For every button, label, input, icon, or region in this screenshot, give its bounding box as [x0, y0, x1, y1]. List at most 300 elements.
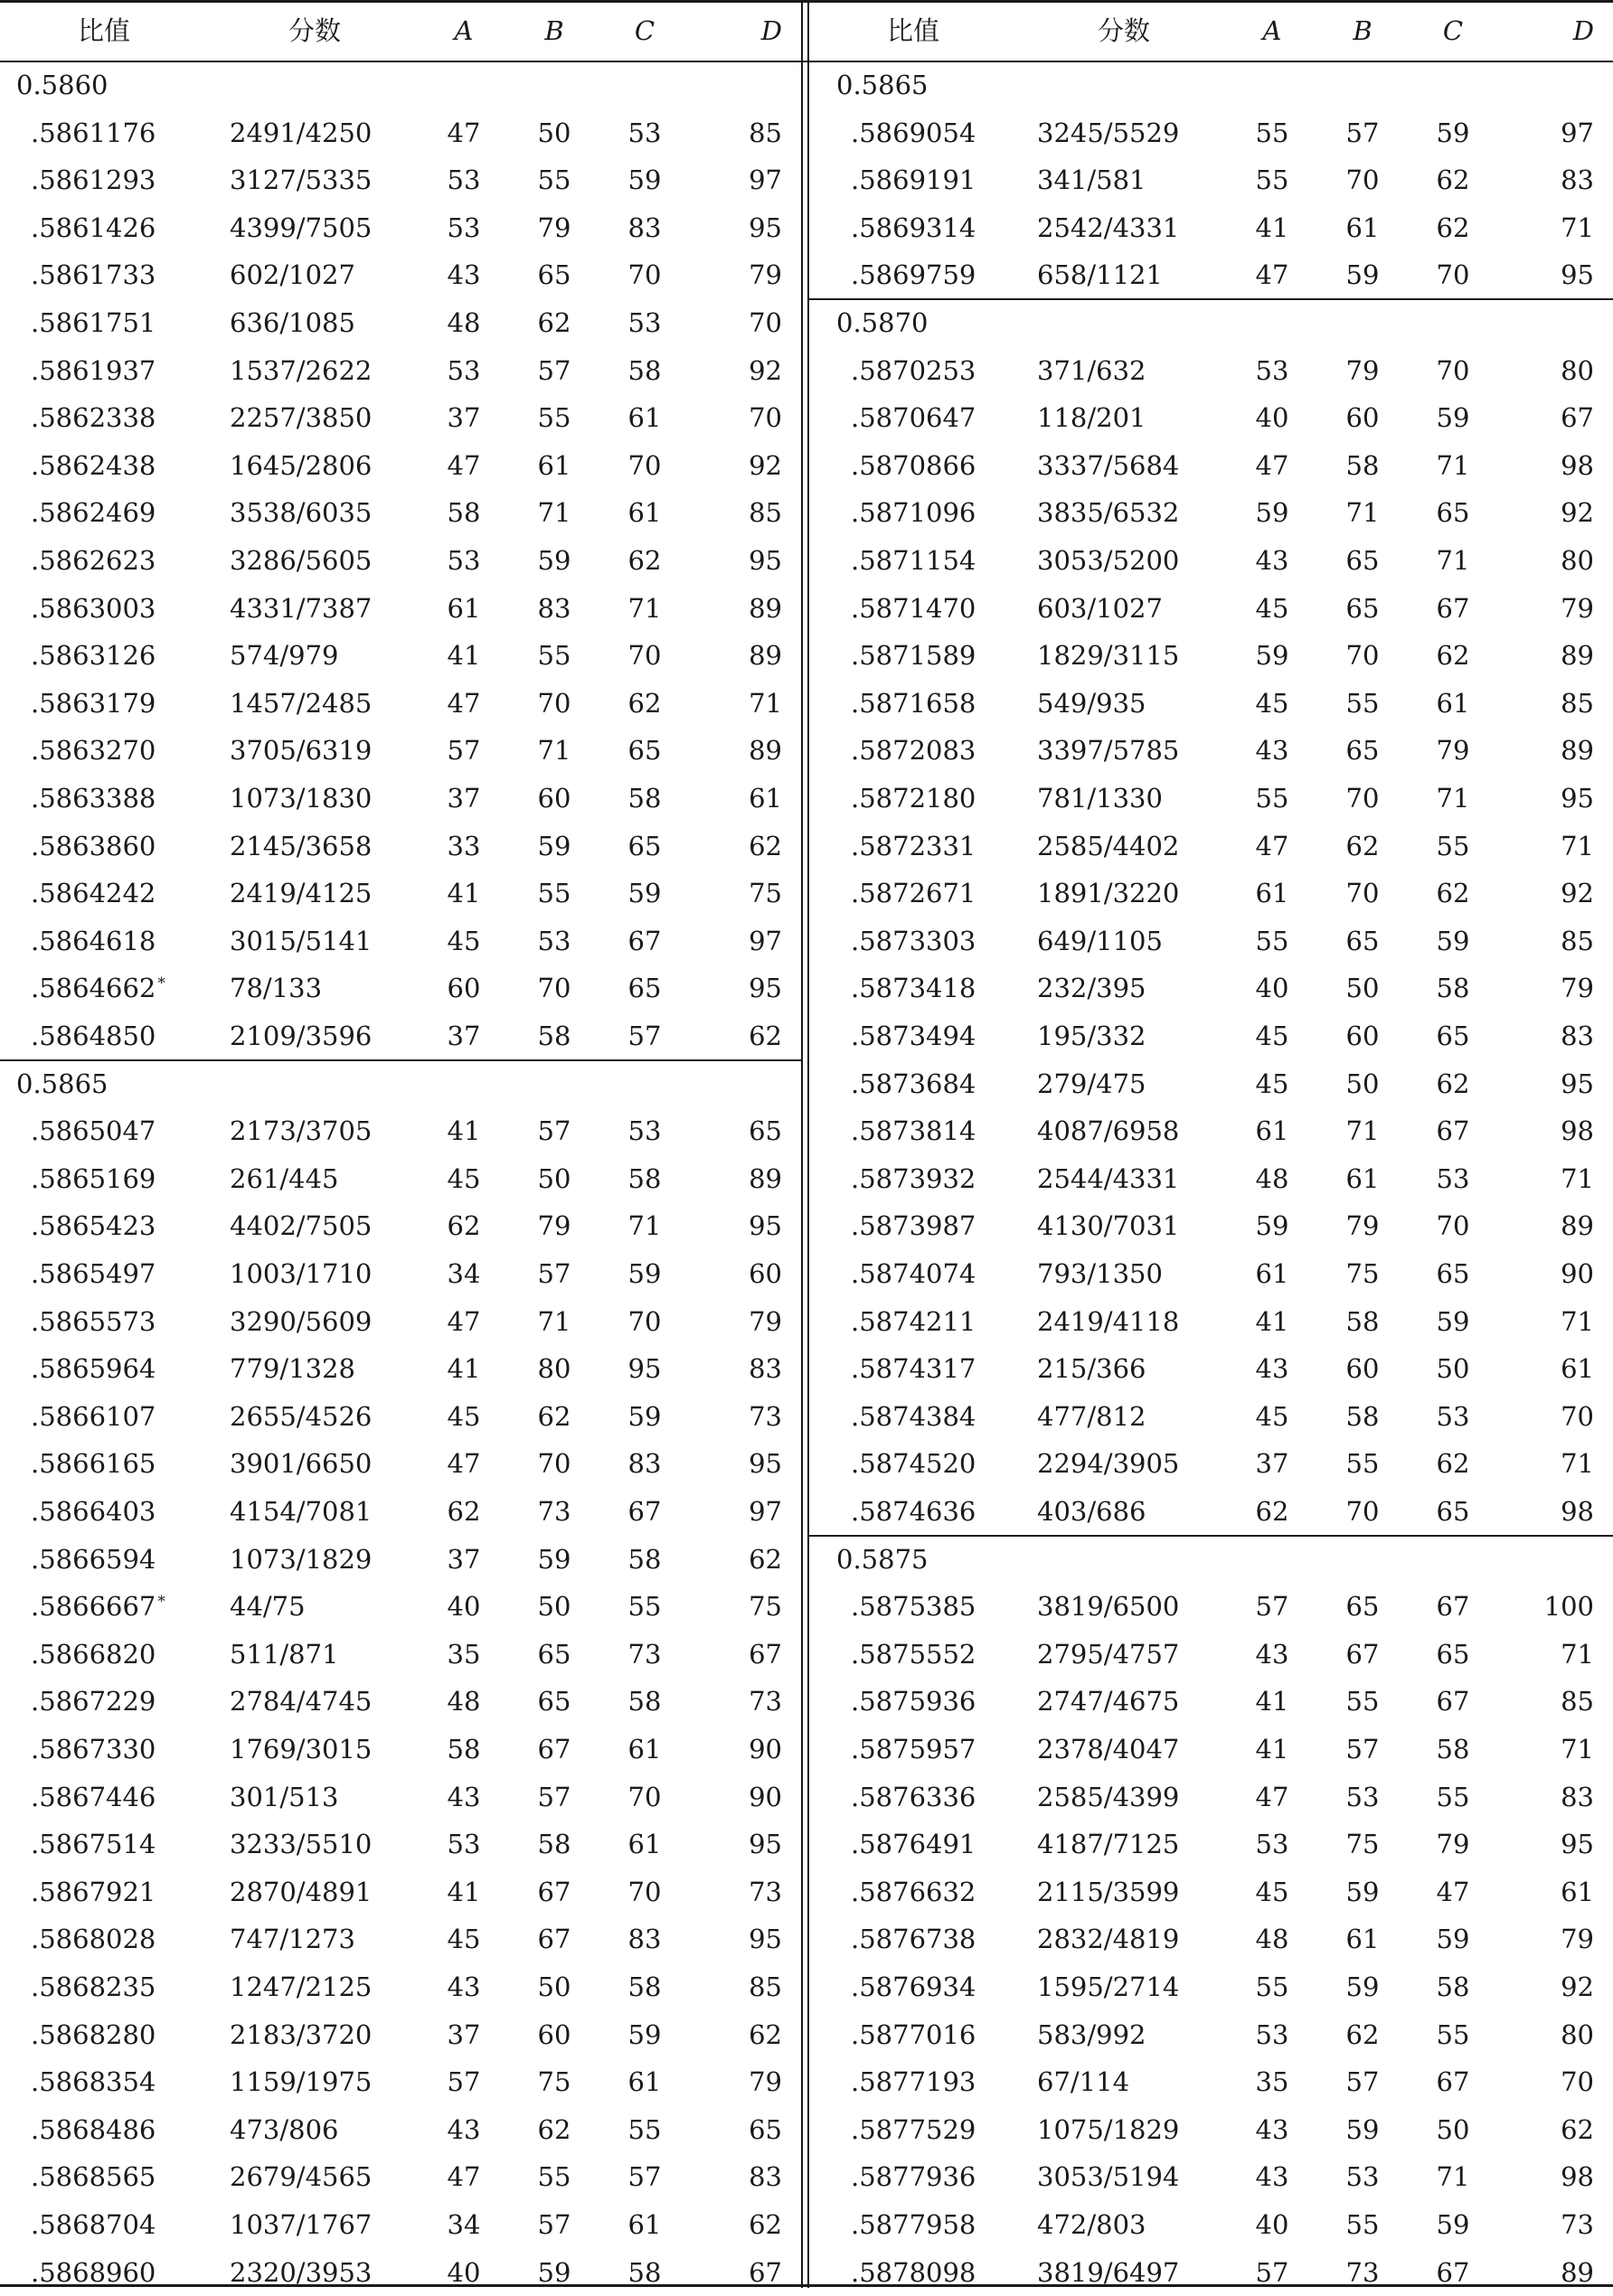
value-c-cell: 71: [1436, 545, 1470, 576]
value-c-cell: 65: [1436, 1638, 1470, 1670]
ratio-value: .5866165: [31, 1448, 156, 1480]
value-d-cell: 98: [1561, 1115, 1594, 1147]
ratio-cell: [851, 1155, 976, 1202]
value-a-cell: 37: [447, 2018, 481, 2050]
table-row: [809, 1298, 1613, 1345]
value-c-cell: 70: [627, 1876, 662, 1907]
ratio-cell: [31, 1726, 156, 1773]
value-b-cell: 70: [537, 1448, 571, 1480]
ratio-cell: [31, 1250, 156, 1297]
ratio-value: .5867330: [31, 1734, 156, 1764]
table-row: [809, 489, 1613, 536]
value-a-cell: 33: [447, 830, 481, 861]
value-a-cell: 41: [447, 1876, 481, 1907]
fraction-cell: 2544/4331: [1037, 1162, 1180, 1194]
ratio-value: .5871096: [851, 497, 976, 529]
ratio-value: .5863860: [31, 830, 156, 861]
ratio-cell: [851, 2201, 976, 2248]
value-d-cell: 85: [749, 117, 782, 148]
value-c-cell: 47: [1436, 1876, 1470, 1907]
value-c-cell: 62: [627, 545, 662, 576]
value-b-cell: 67: [537, 1924, 571, 1955]
value-d-cell: 89: [749, 1162, 782, 1194]
value-c-cell: 70: [627, 259, 662, 291]
ratio-cell: [31, 1107, 156, 1154]
table-row: [0, 680, 801, 727]
value-c-cell: 65: [1436, 1258, 1470, 1289]
table-row: [809, 347, 1613, 394]
value-b-cell: 55: [1345, 1686, 1380, 1717]
value-c-cell: 70: [627, 1781, 662, 1812]
ratio-value: .5864662: [31, 973, 156, 1004]
table-row: [0, 823, 801, 870]
value-b-cell: 59: [537, 830, 571, 861]
ratio-value: .5868565: [31, 2161, 156, 2193]
value-b-cell: 58: [1345, 1400, 1380, 1432]
value-d-cell: 95: [749, 1924, 782, 1955]
value-b-cell: 79: [1345, 1210, 1380, 1242]
table-row: [0, 870, 801, 917]
section-heading: [809, 1536, 1613, 1583]
value-b-cell: 75: [1345, 1258, 1380, 1289]
value-b-cell: 70: [1345, 783, 1380, 814]
value-a-cell: 57: [1255, 1591, 1289, 1623]
value-c-cell: 59: [1436, 1305, 1470, 1337]
fraction-cell: 4154/7081: [230, 1496, 373, 1527]
fraction-cell: 3127/5335: [230, 165, 373, 196]
ratio-value: .5875552: [851, 1638, 976, 1670]
value-a-cell: 61: [1255, 1115, 1289, 1147]
ratio-cell: [851, 109, 976, 156]
fraction-cell: 658/1121: [1037, 259, 1163, 291]
table-row: [809, 1678, 1613, 1725]
value-b-cell: 53: [537, 925, 571, 956]
table-row: [0, 1963, 801, 2010]
fraction-cell: 2419/4125: [230, 878, 373, 909]
ratio-value: .5872331: [851, 830, 976, 861]
value-d-cell: 97: [749, 1496, 782, 1527]
value-a-cell: 47: [447, 2161, 481, 2193]
value-b-cell: 61: [1345, 1924, 1380, 1955]
value-c-cell: 55: [1436, 1781, 1470, 1812]
value-c-cell: 58: [627, 2256, 662, 2288]
ratio-value: .5874211: [851, 1305, 976, 1337]
fraction-cell: 472/803: [1037, 2209, 1146, 2240]
fraction-cell: 261/445: [230, 1162, 339, 1194]
header-row: [0, 7, 801, 54]
table-row: [809, 251, 1613, 298]
value-d-cell: 95: [1561, 1829, 1594, 1860]
value-c-cell: 67: [1436, 1591, 1470, 1623]
value-d-cell: 90: [1561, 1258, 1594, 1289]
value-b-cell: 79: [537, 1210, 571, 1242]
ratio-cell: [31, 394, 156, 441]
value-b-cell: 65: [1345, 735, 1380, 767]
ratio-cell: [851, 2106, 976, 2153]
value-b-cell: 55: [1345, 687, 1380, 719]
value-c-cell: 53: [1436, 1162, 1470, 1194]
value-a-cell: 41: [1255, 212, 1289, 243]
value-a-cell: 55: [1255, 117, 1289, 148]
value-c-cell: 53: [627, 117, 662, 148]
value-b-cell: 59: [1345, 2113, 1380, 2145]
value-d-cell: 71: [1561, 1162, 1594, 1194]
fraction-cell: 2378/4047: [1037, 1734, 1180, 1764]
ratio-cell: [851, 1202, 976, 1249]
value-b-cell: 53: [1345, 2161, 1380, 2193]
value-c-cell: 50: [1436, 2113, 1470, 2145]
table-row: [809, 442, 1613, 489]
value-c-cell: 70: [627, 1305, 662, 1337]
value-a-cell: 61: [1255, 878, 1289, 909]
value-d-cell: 89: [1561, 1210, 1594, 1242]
value-b-cell: 71: [537, 1305, 571, 1337]
ratio-cell: [851, 489, 976, 536]
fraction-cell: 4087/6958: [1037, 1115, 1180, 1147]
header-a: A: [1262, 15, 1282, 46]
ratio-cell: [851, 394, 976, 441]
table-row: [0, 1440, 801, 1487]
value-b-cell: 57: [537, 1258, 571, 1289]
value-d-cell: 70: [1561, 2066, 1594, 2098]
table-row: [0, 1012, 801, 1059]
ratio-cell: [31, 347, 156, 394]
value-b-cell: 70: [1345, 878, 1380, 909]
ratio-cell: [31, 1155, 156, 1202]
fraction-cell: 215/366: [1037, 1353, 1146, 1385]
header-b: B: [1353, 15, 1372, 46]
table-row: [0, 537, 801, 584]
value-d-cell: 70: [749, 307, 782, 338]
value-a-cell: 58: [447, 497, 481, 529]
table-row: [0, 1298, 801, 1345]
table-row: [809, 727, 1613, 774]
value-c-cell: 58: [1436, 973, 1470, 1004]
value-a-cell: 53: [447, 165, 481, 196]
ratio-value: .5876491: [851, 1829, 976, 1860]
value-c-cell: 70: [1436, 354, 1470, 386]
value-d-cell: 79: [749, 1305, 782, 1337]
value-a-cell: 40: [1255, 973, 1289, 1004]
table-row: [809, 965, 1613, 1012]
value-b-cell: 57: [537, 354, 571, 386]
header-ratio: 比值: [886, 15, 939, 46]
ratio-cell: [851, 1060, 976, 1107]
value-d-cell: 71: [1561, 830, 1594, 861]
value-b-cell: 58: [1345, 1305, 1380, 1337]
value-b-cell: 83: [537, 592, 571, 624]
table-row: [0, 2058, 801, 2105]
value-b-cell: 59: [537, 1543, 571, 1575]
table-row: [0, 1726, 801, 1773]
value-b-cell: 55: [1345, 2209, 1380, 2240]
value-a-cell: 47: [447, 687, 481, 719]
value-c-cell: 70: [1436, 1210, 1470, 1242]
header-b: B: [544, 15, 564, 46]
value-d-cell: 95: [749, 1829, 782, 1860]
fraction-cell: 1003/1710: [230, 1258, 373, 1289]
ratio-cell: [851, 1963, 976, 2010]
value-c-cell: 58: [627, 1971, 662, 2002]
value-c-cell: 55: [627, 2113, 662, 2145]
value-a-cell: 47: [1255, 449, 1289, 481]
section-label: 0.5865: [16, 1068, 108, 1099]
value-b-cell: 58: [537, 1021, 571, 1051]
table-row: [809, 870, 1613, 917]
fraction-cell: 2145/3658: [230, 830, 373, 861]
value-c-cell: 70: [1436, 259, 1470, 291]
ratio-cell: [31, 1012, 156, 1059]
fraction-cell: 279/475: [1037, 1068, 1146, 1099]
table-row: [809, 585, 1613, 632]
ratio-value: .5875385: [851, 1591, 976, 1623]
value-a-cell: 45: [447, 1162, 481, 1194]
value-a-cell: 57: [447, 735, 481, 767]
ratio-cell: [851, 2011, 976, 2058]
ratio-cell: [851, 347, 976, 394]
ratio-value: .5873987: [851, 1210, 976, 1242]
fraction-cell: 511/871: [230, 1638, 339, 1670]
ratio-value: .5877529: [851, 2113, 976, 2145]
value-c-cell: 62: [1436, 640, 1470, 672]
value-a-cell: 37: [447, 402, 481, 434]
table-row: [809, 394, 1613, 441]
value-d-cell: 61: [749, 783, 782, 814]
fraction-cell: 583/992: [1037, 2018, 1146, 2050]
value-c-cell: 62: [1436, 878, 1470, 909]
value-b-cell: 58: [537, 1829, 571, 1860]
table-row: [0, 775, 801, 822]
value-b-cell: 57: [537, 2209, 571, 2240]
value-a-cell: 55: [1255, 783, 1289, 814]
asterisk-mark: *: [157, 974, 165, 993]
value-c-cell: 59: [1436, 2209, 1470, 2240]
ratio-cell: [31, 109, 156, 156]
table-row: [0, 917, 801, 965]
value-d-cell: 97: [1561, 117, 1594, 148]
ratio-value: .5864850: [31, 1021, 156, 1051]
value-c-cell: 65: [627, 735, 662, 767]
value-a-cell: 43: [1255, 1353, 1289, 1385]
value-b-cell: 61: [537, 449, 571, 481]
ratio-value: .5878098: [851, 2256, 976, 2288]
value-a-cell: 48: [1255, 1162, 1289, 1194]
value-d-cell: 98: [1561, 1496, 1594, 1527]
table-row: [809, 823, 1613, 870]
fraction-cell: 4331/7387: [230, 592, 373, 624]
value-c-cell: 55: [1436, 830, 1470, 861]
table-row: [0, 1678, 801, 1725]
ratio-cell: [851, 775, 976, 822]
value-d-cell: 83: [1561, 1021, 1594, 1051]
ratio-cell: [31, 775, 156, 822]
ratio-value: .5866594: [31, 1543, 156, 1575]
value-a-cell: 62: [1255, 1496, 1289, 1527]
value-a-cell: 48: [447, 307, 481, 338]
value-d-cell: 62: [749, 1543, 782, 1575]
header-fraction: 分数: [288, 15, 341, 46]
fraction-cell: 2784/4745: [230, 1686, 373, 1717]
ratio-cell: [31, 632, 156, 679]
ratio-cell: [851, 585, 976, 632]
fraction-cell: 603/1027: [1037, 592, 1163, 624]
value-b-cell: 59: [537, 2256, 571, 2288]
value-c-cell: 59: [1436, 1924, 1470, 1955]
fraction-cell: 195/332: [1037, 1021, 1146, 1051]
table-row: [809, 1963, 1613, 2010]
ratio-value: .5863003: [31, 592, 156, 624]
value-a-cell: 40: [447, 1591, 481, 1623]
ratio-cell: [31, 1202, 156, 1249]
ratio-cell: [31, 727, 156, 774]
ratio-cell: [31, 1631, 156, 1678]
value-d-cell: 70: [1561, 1400, 1594, 1432]
table-row: [809, 537, 1613, 584]
value-c-cell: 83: [627, 1448, 662, 1480]
header-d: D: [760, 15, 782, 46]
value-d-cell: 89: [1561, 2256, 1594, 2288]
value-a-cell: 43: [1255, 1638, 1289, 1670]
value-a-cell: 47: [447, 1448, 481, 1480]
table-row: [0, 347, 801, 394]
value-a-cell: 47: [1255, 1781, 1289, 1812]
right-panel: [809, 0, 1613, 2288]
value-b-cell: 62: [537, 307, 571, 338]
value-b-cell: 62: [537, 1400, 571, 1432]
fraction-cell: 4402/7505: [230, 1210, 373, 1242]
ratio-cell: [31, 680, 156, 727]
value-d-cell: 73: [749, 1876, 782, 1907]
table-row: [0, 1488, 801, 1535]
value-c-cell: 67: [1436, 1115, 1470, 1147]
ratio-value: .5875936: [851, 1686, 976, 1717]
ratio-value: .5864242: [31, 878, 156, 909]
ratio-value: .5876336: [851, 1781, 976, 1812]
section-heading: [809, 61, 1613, 108]
value-d-cell: 67: [749, 2256, 782, 2288]
value-b-cell: 70: [1345, 165, 1380, 196]
ratio-value: .5862438: [31, 449, 156, 481]
value-a-cell: 45: [447, 925, 481, 956]
ratio-value: .5874317: [851, 1353, 976, 1385]
ratio-cell: [31, 1536, 156, 1583]
value-d-cell: 95: [749, 545, 782, 576]
value-b-cell: 60: [537, 2018, 571, 2050]
ratio-cell: [851, 442, 976, 489]
value-a-cell: 34: [447, 1258, 481, 1289]
fraction-cell: 549/935: [1037, 687, 1146, 719]
value-b-cell: 60: [1345, 402, 1380, 434]
header-d: D: [1572, 15, 1594, 46]
fraction-cell: 118/201: [1037, 402, 1146, 434]
fraction-cell: 1537/2622: [230, 354, 373, 386]
table-row: [809, 2058, 1613, 2105]
ratio-value: .5862469: [31, 497, 156, 529]
ratio-value: .5866820: [31, 1638, 156, 1670]
value-d-cell: 92: [1561, 497, 1594, 529]
value-a-cell: 43: [1255, 545, 1289, 576]
value-a-cell: 41: [447, 1115, 481, 1147]
ratio-cell: [31, 2153, 156, 2200]
value-c-cell: 65: [627, 830, 662, 861]
fraction-cell: 1829/3115: [1037, 640, 1180, 672]
value-a-cell: 48: [447, 1686, 481, 1717]
value-c-cell: 59: [627, 165, 662, 196]
value-c-cell: 61: [627, 1829, 662, 1860]
value-d-cell: 85: [1561, 1686, 1594, 1717]
value-c-cell: 61: [627, 2209, 662, 2240]
value-c-cell: 67: [1436, 1686, 1470, 1717]
value-b-cell: 50: [537, 1591, 571, 1623]
table-row: [809, 156, 1613, 203]
fraction-cell: 781/1330: [1037, 783, 1163, 814]
fraction-cell: 1457/2485: [230, 687, 373, 719]
fraction-cell: 2795/4757: [1037, 1638, 1180, 1670]
value-b-cell: 70: [1345, 1496, 1380, 1527]
fraction-cell: 3233/5510: [230, 1829, 373, 1860]
ratio-cell: [851, 1678, 976, 1725]
fraction-cell: 2294/3905: [1037, 1448, 1180, 1480]
value-b-cell: 65: [1345, 545, 1380, 576]
value-c-cell: 59: [1436, 117, 1470, 148]
header-c: C: [1442, 15, 1464, 46]
value-c-cell: 57: [627, 2161, 662, 2193]
value-c-cell: 65: [627, 973, 662, 1004]
value-c-cell: 59: [627, 1258, 662, 1289]
value-a-cell: 45: [1255, 687, 1289, 719]
ratio-cell: [851, 156, 976, 203]
table-row: [0, 2106, 801, 2153]
table-row: [0, 1155, 801, 1202]
value-d-cell: 83: [749, 1353, 782, 1385]
section-heading: [809, 299, 1613, 346]
table-row: [0, 1250, 801, 1297]
fraction-cell: 477/812: [1037, 1400, 1146, 1432]
value-c-cell: 59: [627, 1400, 662, 1432]
fraction-cell: 2747/4675: [1037, 1686, 1180, 1717]
value-a-cell: 61: [1255, 1258, 1289, 1289]
value-c-cell: 70: [627, 449, 662, 481]
value-c-cell: 79: [1436, 1829, 1470, 1860]
value-a-cell: 58: [447, 1734, 481, 1764]
table-row: [809, 1868, 1613, 1915]
value-b-cell: 55: [537, 165, 571, 196]
value-c-cell: 53: [627, 1115, 662, 1147]
value-d-cell: 95: [749, 212, 782, 243]
value-b-cell: 70: [537, 973, 571, 1004]
table-row: [809, 680, 1613, 727]
ratio-value: .5873494: [851, 1021, 976, 1051]
value-d-cell: 61: [1561, 1876, 1594, 1907]
ratio-cell: [851, 823, 976, 870]
fraction-cell: 3705/6319: [230, 735, 373, 767]
value-b-cell: 59: [1345, 259, 1380, 291]
table-row: [0, 489, 801, 536]
value-a-cell: 59: [1255, 497, 1289, 529]
value-a-cell: 45: [447, 1400, 481, 1432]
value-c-cell: 62: [627, 687, 662, 719]
ratio-value: .5863179: [31, 687, 156, 719]
fraction-cell: 3901/6650: [230, 1448, 373, 1480]
value-a-cell: 47: [1255, 830, 1289, 861]
value-d-cell: 73: [749, 1686, 782, 1717]
value-d-cell: 79: [749, 259, 782, 291]
fraction-cell: 1073/1829: [230, 1543, 373, 1575]
ratio-value: .5874520: [851, 1448, 976, 1480]
value-c-cell: 71: [627, 1210, 662, 1242]
ratio-value: .5869314: [851, 212, 976, 243]
value-a-cell: 61: [447, 592, 481, 624]
